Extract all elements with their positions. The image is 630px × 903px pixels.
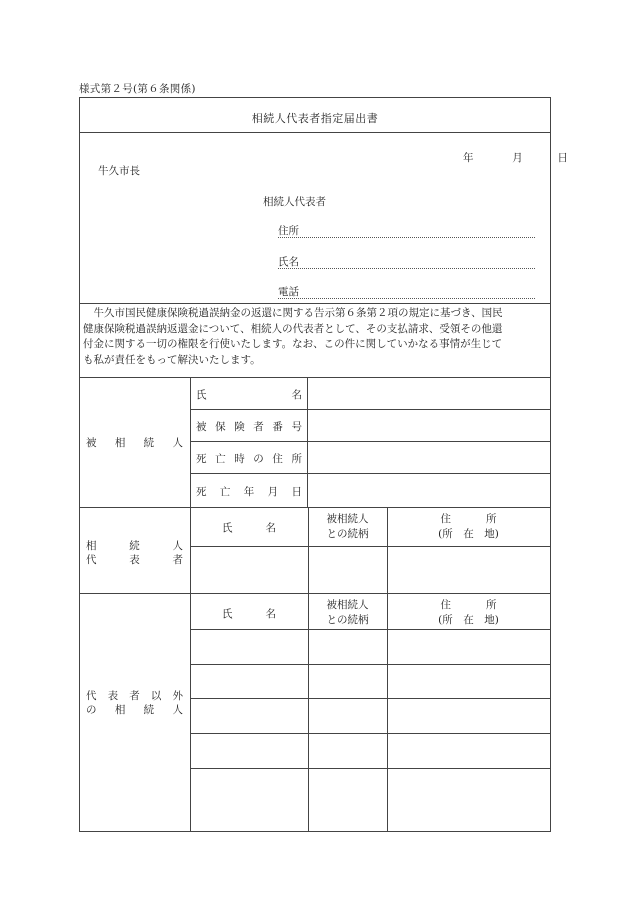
form-title: 相続人代表者指定届出書 <box>251 112 379 125</box>
statement-line: 付金に関する一切の権限を行使いたします。なお、この件に関していかなる事情が生じて <box>83 338 503 350</box>
statement <box>83 306 549 368</box>
other-heirs-label-line1: 代 表 者 以 外 <box>86 690 183 702</box>
statement-line: 健康保険税過誤納返還金について、相続人の代表者として、その支払請求、受領その他還 <box>83 322 503 335</box>
others-col-name: 氏 名 <box>222 608 276 620</box>
date-month: 月 <box>512 152 523 164</box>
representative-heading: 相続人代表者 <box>263 196 326 208</box>
date-line <box>463 150 568 165</box>
others-col-relation: 被相続人 との続柄 <box>326 599 369 626</box>
representative-label-line2: 代 表 者 <box>86 554 183 566</box>
decedent-name-label: 氏 名 <box>196 389 302 401</box>
representative-address-label: 住所 <box>278 225 299 237</box>
application-form <box>79 97 568 832</box>
representative-name-field[interactable] <box>278 254 535 269</box>
decedent-address-label: 死 亡 時 の 住 所 <box>196 453 302 465</box>
decedent-insured-number-label: 被 保 険 者 番 号 <box>196 421 302 433</box>
date-year: 年 <box>463 152 474 164</box>
representative-address-field[interactable] <box>278 223 535 238</box>
form-number: 様式第２号(第６条関係) <box>79 83 196 95</box>
statement-line: も私が責任をもって解決いたします。 <box>83 353 261 366</box>
addressee: 牛久市長 <box>98 165 140 177</box>
date-day: 日 <box>557 152 568 164</box>
statement-line: 牛久市国民健康保険税過誤納金の返還に関する告示第６条第２項の規定に基づき、国民 <box>93 307 503 319</box>
representative-name-label: 氏名 <box>278 256 299 268</box>
rep-col-address: 住 所 (所 在 地) <box>438 513 499 540</box>
rep-col-name: 氏 名 <box>222 522 276 534</box>
other-heirs-label-line2: の 相 続 人 <box>86 704 183 716</box>
representative-phone-field[interactable] <box>278 284 535 299</box>
representative-label-line1: 相 続 人 <box>86 540 183 552</box>
others-col-address: 住 所 (所 在 地) <box>438 599 499 626</box>
representative-phone-label: 電話 <box>278 286 299 298</box>
rep-col-relation: 被相続人 との続柄 <box>326 513 369 540</box>
decedent-label: 被 相 続 人 <box>86 437 183 449</box>
decedent-death-date-label: 死 亡 年 月 日 <box>196 486 302 498</box>
